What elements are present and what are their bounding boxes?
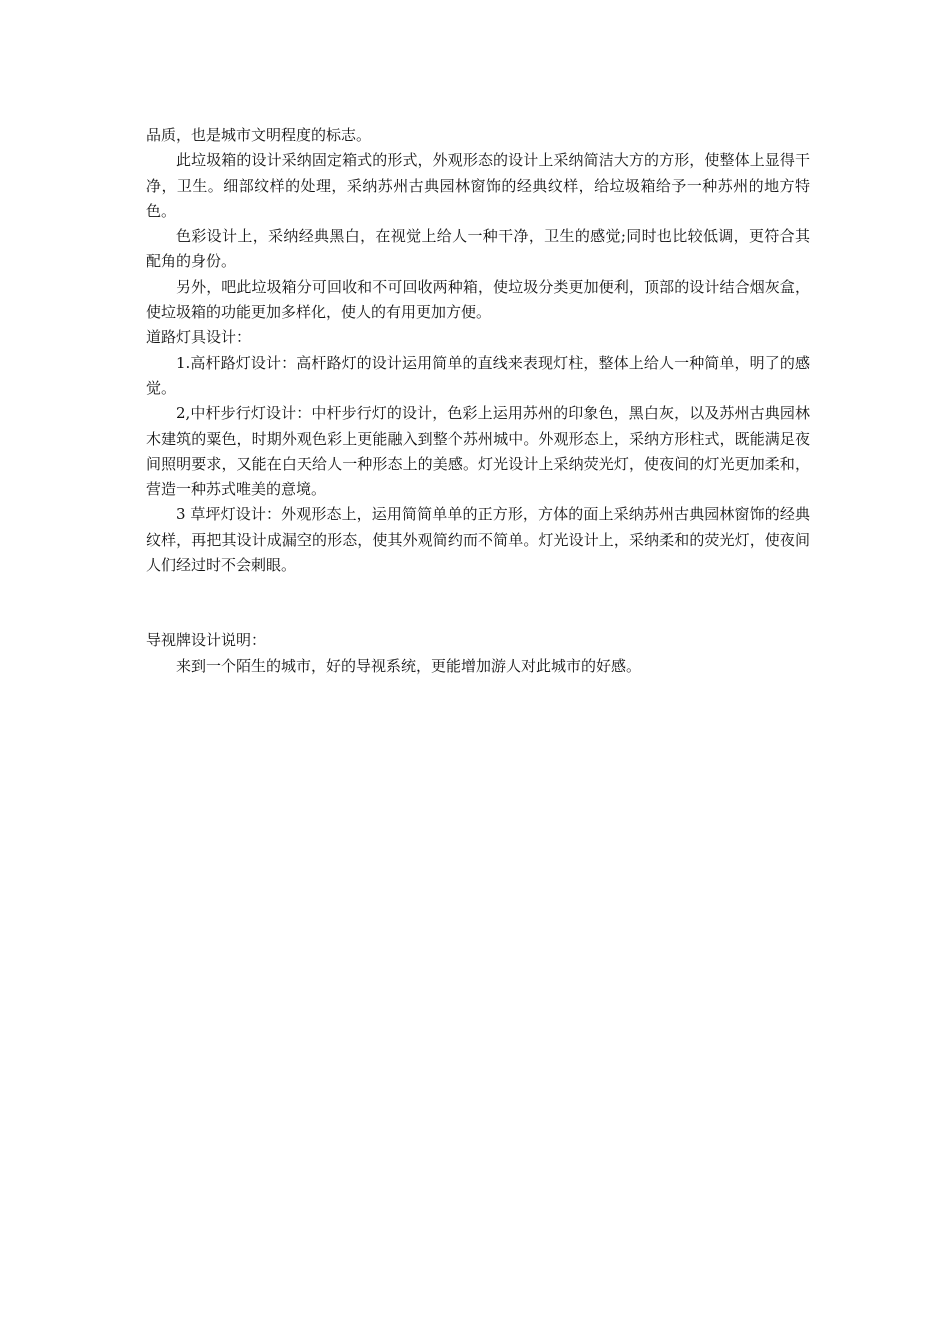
heading-road-lighting: 道路灯具设计： <box>146 328 252 347</box>
paragraph-signage-intro: 来到一个陌生的城市，好的导视系统，更能增加游人对此城市的好感。 <box>176 656 642 675</box>
paragraph-trash-bin-form: 此垃圾箱的设计采纳固定箱式的形式，外观形态的设计上采纳简洁大方的方形，使整体上显得干净，卫生。细部纹样的处理，采纳苏州古典园林窗饰的经典纹样，给垃圾箱给予一种苏州的地方特色。 <box>146 151 810 220</box>
heading-signage: 导视牌设计说明： <box>146 631 267 650</box>
document-body <box>146 123 810 679</box>
paragraph-trash-bin-recycling: 另外，吧此垃圾箱分可回收和不可回收两种箱，使垃圾分类更加便利，顶部的设计结合烟灰盒，使垃圾箱的功能更加多样化，使人的有用更加方便。 <box>146 277 810 322</box>
paragraph-quality: 品质，也是城市文明程度的标志。 <box>146 126 372 144</box>
paragraph-high-pole-lamp: 1.高杆路灯设计：高杆路灯的设计运用简单的直线来表现灯柱，整体上给人一种简单，明了的感觉。 <box>146 353 810 397</box>
paragraph-mid-pole-lamp: 2,中杆步行灯设计：中杆步行灯的设计，色彩上运用苏州的印象色，黑白灰，以及苏州古典园林木建筑的粟色，时期外观色彩上更能融入到整个苏州城中。外观形态上，采纳方形柱式，既能满足夜间照明要求，又能在白天给人一种形态上的美感。灯光设计上采纳荧光灯，使夜间的灯光更加柔和，营造一种苏式唯美的意境。 <box>146 404 810 499</box>
paragraph-lawn-lamp: 3 草坪灯设计：外观形态上，运用简简单单的正方形，方体的面上采纳苏州古典园林窗饰的经典纹样，再把其设计成漏空的形态，使其外观简约而不简单。灯光设计上，采纳柔和的荧光灯，使夜间人们经过时不会刺眼。 <box>146 505 810 575</box>
section-spacer <box>146 578 810 628</box>
paragraph-trash-bin-color: 色彩设计上，采纳经典黑白，在视觉上给人一种干净，卫生的感觉;同时也比较低调，更符合其配角的身份。 <box>146 227 810 271</box>
